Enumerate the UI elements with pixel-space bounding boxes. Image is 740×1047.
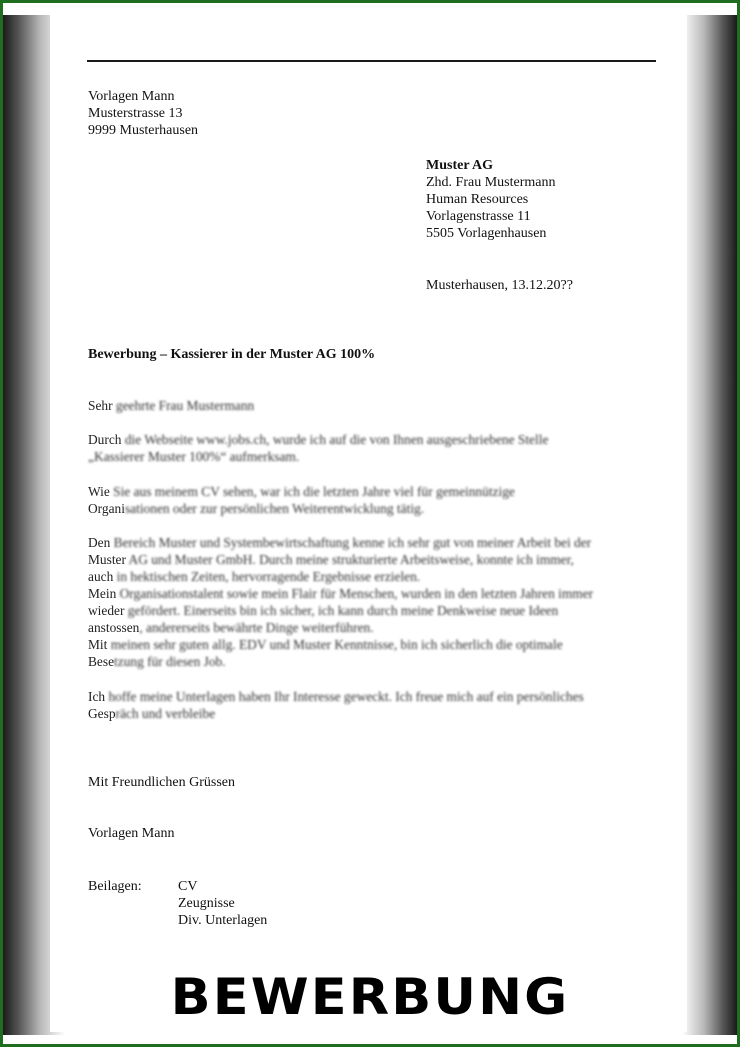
line-blurred: Sie aus meinem CV sehen, war ich die letzten Jahre viel für gemeinnützige [109,484,515,499]
line-clear: Den [88,535,111,550]
line-blurred: hoffe meine Unterlagen haben Ihr Interesse geweckt. Ich freue mich auf ein persönliches [105,689,584,704]
page-shadow-right [682,15,737,1035]
signature-name: Vorlagen Mann [88,826,175,841]
body-line [88,637,563,653]
line-clear: Mit [88,637,108,652]
body-line [88,586,593,602]
line-clear: Organi [88,501,125,516]
body-line [88,706,215,722]
body-line [88,484,515,500]
line-blurred: Organisationstalent sowie mein Flair für Menschen, wurden in den letzten Jahren immer [116,586,594,601]
line-clear: auch [88,569,114,584]
line-clear: Wie [88,484,110,499]
body-line [88,620,374,636]
line-blurred: „Kassierer Muster 100%“ aufmerksam. [88,449,300,464]
sender-city: 9999 Musterhausen [88,123,199,138]
recipient-company: Muster AG [426,158,494,173]
recipient-attention: Zhd. Frau Mustermann [426,175,556,190]
closing-line: Mit Freundlichen Grüssen [88,775,235,790]
recipient-department: Human Resources [426,192,529,207]
enclosure-item: Zeugnisse [178,896,235,911]
sender-street: Musterstrasse 13 [88,106,183,121]
line-clear: Durch [88,432,122,447]
line-blurred: , andererseits bewährte Dinge weiterführen. [139,620,374,635]
line-blurred: sationen oder zur persönlichen Weiterentwicklung tätig. [124,501,425,516]
line-blurred: in hektischen Zeiten, hervorragende Ergebnisse erzielen. [113,569,421,584]
line-clear: anstossen [88,620,140,635]
salutation-clear: Sehr [88,398,113,413]
body-line [88,569,420,585]
line-blurred: die Webseite www.jobs.ch, wurde ich auf die von Ihnen ausgeschriebene Stelle [121,432,549,447]
recipient-city: 5505 Vorlagenhausen [426,226,547,241]
line-clear: Mein [88,586,117,601]
body-line [88,449,299,465]
subject-line: Bewerbung – Kassierer in der Muster AG 100% [88,347,376,362]
enclosures-label: Beilagen: [88,879,142,894]
line-blurred: gefördert. Einerseits bin ich sicher, ich kann durch meine Denkweise neue Ideen [124,603,559,618]
date-line: Musterhausen, 13.12.20?? [426,278,573,293]
body-line [88,535,591,551]
line-clear: Bese [88,654,115,669]
bewerbung-banner: BEWERBUNG [170,968,570,1026]
recipient-street: Vorlagenstrasse 11 [426,209,531,224]
body-line [88,654,226,670]
salutation-blurred: geehrte Frau Mustermann [112,398,255,413]
body-line [88,689,584,705]
line-blurred: räch und verbleibe [115,706,216,721]
line-clear: Gesp [88,706,116,721]
enclosure-item: Div. Unterlagen [178,913,268,928]
body-line [88,603,558,619]
letter-page [50,12,687,1032]
body-line [88,432,548,448]
line-clear: wieder [88,603,125,618]
enclosure-item: CV [178,879,198,894]
body-line [88,552,574,568]
line-blurred: tzung für diesen Job. [114,654,226,669]
line-clear: Ich [88,689,106,704]
line-clear: Muster [88,552,126,567]
line-blurred: meinen sehr guten allg. EDV und Muster Kenntnisse, bin ich sicherlich die optimale [107,637,563,652]
body-line [88,501,424,517]
line-blurred: AG und Muster GmbH. Durch meine strukturierte Arbeitsweise, konnte ich immer, [125,552,574,567]
sender-name: Vorlagen Mann [88,89,175,104]
salutation [88,398,254,414]
header-rule [87,60,656,62]
line-blurred: Bereich Muster und Systembewirtschaftung kenne ich sehr gut von meiner Arbeit bei der [110,535,592,550]
